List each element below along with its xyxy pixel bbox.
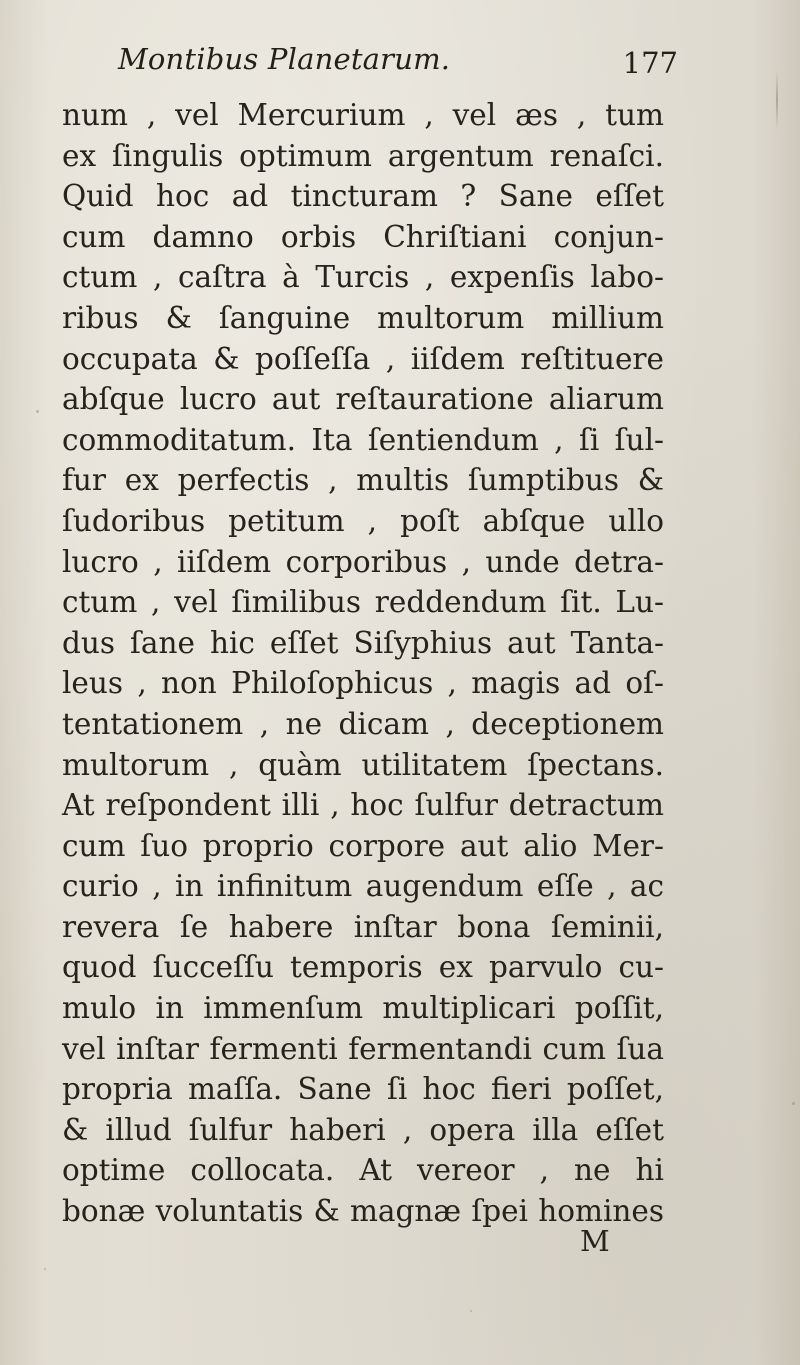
text-line: cum ſuo proprio corpore aut alio Mer- bbox=[62, 828, 664, 863]
text-line: Quid hoc ad tincturam ? Sane eſſet bbox=[62, 179, 664, 214]
text-line: ſudoribus petitum , poſt abſque ullo bbox=[62, 503, 664, 538]
text-line: lucro , iiſdem corporibus , unde detra- bbox=[62, 544, 664, 579]
text-line: commoditatum. Ita ſentiendum , ſi ſul- bbox=[62, 422, 664, 457]
text-line: At reſpondent illi , hoc ſulfur detractum bbox=[62, 788, 664, 823]
text-line: optime collocata. At vereor , ne hi bbox=[62, 1153, 664, 1188]
text-line: vel inſtar fermenti fermentandi cum ſua bbox=[62, 1031, 664, 1066]
paper-speck bbox=[44, 1268, 46, 1270]
text-line: quod ſucceſſu temporis ex parvulo cu- bbox=[62, 950, 664, 985]
text-line: leus , non Philoſophicus , magis ad oſ- bbox=[62, 666, 664, 701]
text-line: ctum , vel ſimilibus reddendum ſit. Lu- bbox=[62, 585, 664, 620]
paper-crease bbox=[776, 70, 778, 130]
text-line: fur ex perfectis , multis ſumptibus & bbox=[62, 463, 664, 498]
text-line: bonæ voluntatis & magnæ ſpei homines bbox=[62, 1194, 664, 1229]
text-line: occupata & poſſeſſa , iiſdem reſtituere bbox=[62, 341, 664, 376]
text-line: tentationem , ne dicam , deceptionem bbox=[62, 706, 664, 741]
paper-speck bbox=[470, 1310, 472, 1312]
paper-speck bbox=[36, 410, 39, 413]
text-line: ex ſingulis optimum argentum renaſci. bbox=[62, 138, 664, 173]
text-line: & illud ſulfur haberi , opera illa eſſet bbox=[62, 1112, 664, 1147]
body-text bbox=[62, 95, 664, 1232]
paper-speck bbox=[792, 1102, 795, 1105]
running-head: Montibus Planetarum. bbox=[118, 42, 451, 76]
text-line: cum damno orbis Chriſtiani conjun- bbox=[62, 219, 664, 254]
catchword: M bbox=[580, 1224, 610, 1258]
page-number: 177 bbox=[622, 46, 678, 80]
text-line: dus ſane hic eſſet Siſyphius aut Tanta- bbox=[62, 625, 664, 660]
text-line: propria maſſa. Sane ſi hoc fieri poſſet, bbox=[62, 1072, 664, 1107]
text-line: mulo in immenſum multiplicari poſſit, bbox=[62, 991, 664, 1026]
text-line: ctum , caſtra à Turcis , expenſis labo- bbox=[62, 260, 664, 295]
text-line: revera ſe habere inſtar bona ſeminii, bbox=[62, 909, 664, 944]
page-header bbox=[118, 36, 678, 96]
text-line: ribus & ſanguine multorum millium bbox=[62, 300, 664, 335]
text-line: multorum , quàm utilitatem ſpectans. bbox=[62, 747, 664, 782]
text-line: num , vel Mercurium , vel æs , tum bbox=[62, 98, 664, 132]
text-line: curio , in infinitum augendum eſſe , ac bbox=[62, 869, 664, 904]
text-line: abſque lucro aut reſtauratione aliarum bbox=[62, 382, 664, 417]
